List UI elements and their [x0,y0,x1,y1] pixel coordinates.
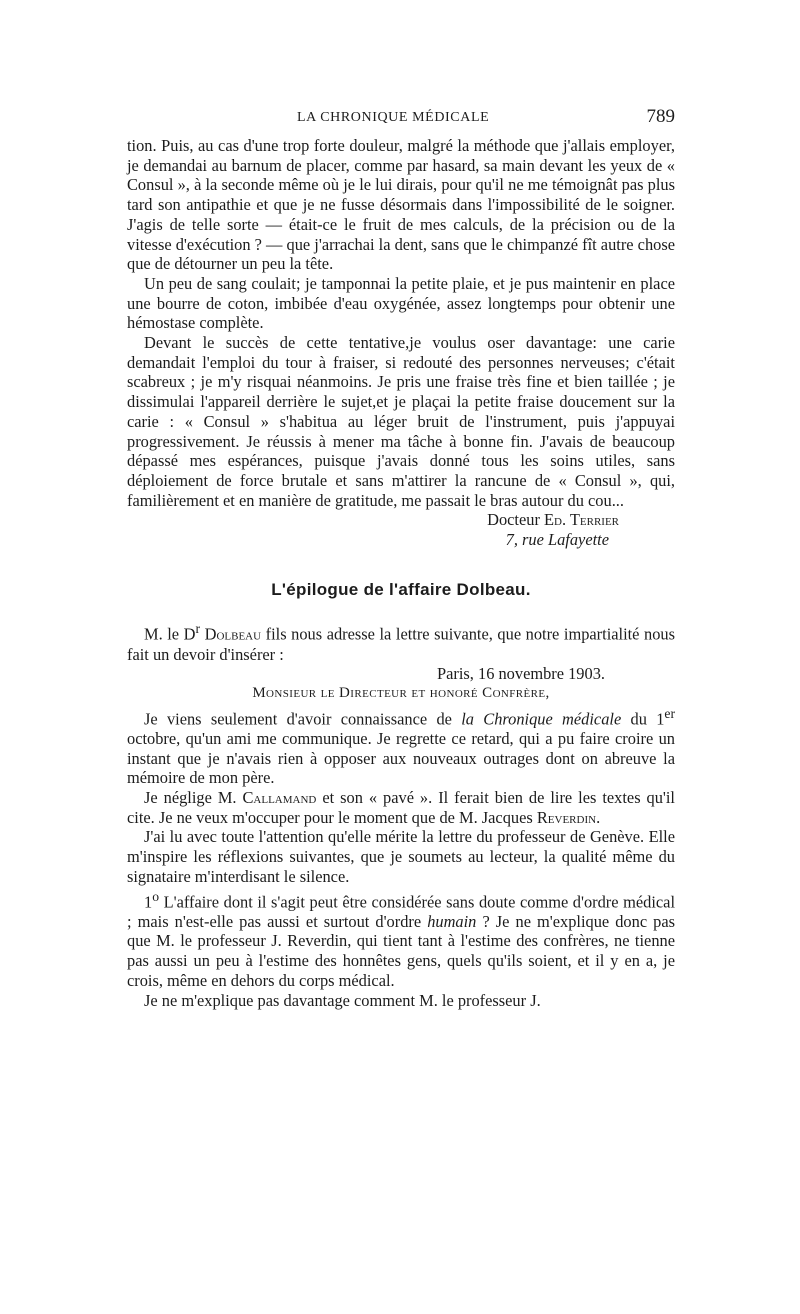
intro-text: M. le D [144,624,196,644]
text: . [596,807,601,827]
ordinal-sup: er [664,705,675,721]
letter-intro [127,619,675,664]
signature-address-text: 7, rue Lafayette [505,530,609,550]
text: du 1 [621,709,665,729]
text: Je néglige M. [144,788,243,808]
letter-paragraph [127,887,675,991]
signature-author: Ed. Terrier [544,510,619,530]
page-number: 789 [646,106,675,127]
page-header [127,106,675,130]
person-name: Reverdin [536,807,597,827]
text: octobre, qu'un ami me communique. Je regrette ce retard, qui a pu faire croire un instant que je n'avais rien à opposer aux nouveaux outrages dont on abreuve la mémoire de mon père. [127,728,675,788]
letter-salutation: Monsieur le Directeur et honoré Confrère, [252,685,550,702]
italic-word: humain [427,911,477,931]
paragraph: Devant le succès de cette tentative,je voulus oser davantage: une carie demandait l'emploi du tour à fraiser, si redouté des personnes nerveuses; c'était scabreux ; je m'y risquai néanmoins. Je pris une fraise très fine et bien taillée ; je dissimulai l'appareil derrière le sujet,et je plaçai la petite fraise doucement sur la carie : « Consul » s'habitua au léger bruit de l'instrument, puis j'appuyai progressivement. Je réussis à mener ma tâche à bonne fin. J'avais de beaucoup dépassé mes espérances, puisque j'avais donné tous les soins utiles, sans déploiement de force brutale et sans m'attirer la rancune de « Consul », qui, familièrement et en manière de gratitude, me passait le bras autour du cou... [127,333,675,510]
paragraph: Un peu de sang coulait; je tamponnai la petite plaie, et je pus maintenir en place une bourre de coton, imbibée d'eau oxygénée, assez longtemps pour obtenir une hémostase complète. [127,273,675,333]
intro-name: Dolbeau [204,624,262,644]
signature-address [127,530,675,550]
signature-name [127,510,675,530]
ordinal-sup: o [152,888,160,904]
list-number: 1 [144,892,153,912]
letter-date: Paris, 16 novembre 1903. [437,664,605,684]
paragraph: tion. Puis, au cas d'une trop forte douleur, malgré la méthode que j'allais employer, je demandai au barnum de placer, comme par hasard, sa main devant les yeux de « Consul », à la seconde même où je le lui dirais, pour qu'il ne me témoignât pas plus tard son antipathie et que je ne fusse désormais dans l'impossibilité de le soigner. J'agis de telle sorte — était-ce le fruit de mes calculs, de la précision ou de la vitesse d'exécution ? — que j'arrachai la dent, sans que le chimpanzé fît autre chose que de détourner un peu la tête. [127,136,675,274]
letter-paragraph: J'ai lu avec toute l'attention qu'elle mérite la lettre du professeur de Genève. Elle m'inspire les réflexions suivantes, que je soumets au lecteur, la qualité même du signataire m'interdisant le silence. [127,827,675,886]
section-title: L'épilogue de l'affaire Dolbeau. [271,579,531,599]
text: Je viens seulement d'avoir connaissance de [144,709,462,729]
letter-paragraph [127,704,675,788]
signature-prefix: Docteur [487,510,540,530]
text: L'affaire dont il s'agit peut être considérée sans doute comme d'ordre médical ; mais n'est-elle pas aussi et surtout d'ordre [127,892,675,931]
intro-sup: r [195,621,201,637]
person-name: Callamand [242,788,317,808]
text: et son « pavé ». Il ferait bien de lire les textes qu'il cite. Je ne veux m'occuper pour le moment que de M. Jacques [127,788,675,827]
article-body [127,136,675,1010]
intro-text-2: fils nous adresse la lettre suivante, que notre impartialité nous fait un devoir d'insérer : [127,624,675,664]
running-title: LA CHRONIQUE MÉDICALE [297,110,490,125]
journal-title: la Chronique médicale [461,709,622,729]
letter-paragraph: Je ne m'explique pas davantage comment M. le professeur J. [144,990,541,1010]
letter-paragraph [127,788,675,827]
text: ? Je ne m'explique donc pas que M. le professeur J. Reverdin, qui tient tant à l'estime des confrères, ne tienne pas aussi un peu à l'estime des honnêtes gens, quels qu'ils soient, et il y en a, je crois, même en dehors du corps médical. [127,911,676,990]
